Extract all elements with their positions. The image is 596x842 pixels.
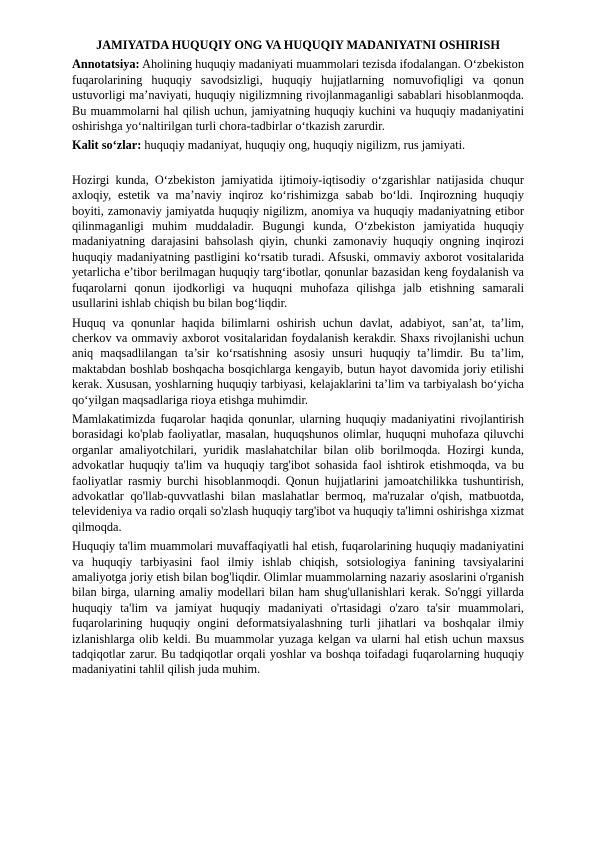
body-paragraph-3: Mamlakatimizda fuqarolar haqida qonunlar, ularning huquqiy madaniyatini rivojlantirish borasidagi ko'plab faoliyatlar, masalan, huquqshunos olimlar, huquqni muhofaza qiluvchi organlar amaliyotchilari, yuridik maslahatchilar bilan olib borilmoqda. Hozirgi kunda, advokatlar huquqiy ta'lim va huquqiy targ'ibot sohasida faol ishtirok etishmoqda, va bu faoliyatlar rasmiy burchi hisoblanmoqdi. Qonun hujjatlarini jamoatchilikka tushuntirish, advokatlar qo'llab-quvvatlashi bilan maslahatlar bermoq, ma'ruzalar o'qish, matbuotda, televideniya va radio orqali so'zlash huquqiy targ'ibot va huquqiy ta'limni oshirishga xizmat qilmoqda. bbox=[72, 411, 524, 534]
abstract bbox=[72, 57, 524, 134]
document-page bbox=[72, 38, 524, 682]
keywords-text: huquqiy madaniyat, huquqiy ong, huquqiy nigilizm, rus jamiyati. bbox=[144, 138, 466, 153]
body-paragraph-1: Hozirgi kunda, O‘zbekiston jamiyatida ijtimoiy-iqtisodiy o‘zgarishlar natijasida chuqur axloqiy, estetik va ma’naviy inqiroz ko‘rishimizga sabab bo‘ldi. Inqirozning huquqiy boyiti, zamonaviy jamiyatda huquqiy nigilizm, anomiya va huquqiy madaniyatning etibor qilinmaganligi muhim muddaladir. Bugungi kunda, O‘zbekiston jamiyatida huquqiy madaniyatning darajasini bahsolash qiyin, chunki zamonaviy huquqiy ongning inqirozi huquqiy madaniyatning pastligini ko‘rsatib turadi. Afsuski, ommaviy axborot vositalarida yetarlicha e’tibor berilmagan huquqiy targ‘ibotlar, qonunlar bazasidan keng foydalanish va fuqarolarni qonun ijodkorligi va huquqni muhofaza qilishga jalb etishning samarali usullarini ishlab chiqish bu bilan bog‘liqdir. bbox=[72, 172, 524, 311]
keywords-label: Kalit so‘zlar: bbox=[72, 138, 142, 153]
document-title: JAMIYATDA HUQUQIY ONG VA HUQUQIY MADANIYATNI OSHIRISH bbox=[96, 38, 500, 52]
keywords bbox=[72, 138, 524, 153]
abstract-label: Annotatsiya: bbox=[72, 57, 140, 72]
body-paragraph-2: Huquq va qonunlar haqida bilimlarni oshirish uchun davlat, adabiyot, san’at, ta’lim, cherkov va ommaviy axborot vositalaridan foydalanish kerakdir. Shaxs rivojlanishi uchun aniq maqsadlilangan ta’sir ko‘rsatishning asosiy unsuri huquqiy ta’limdir. Bu ta’lim, maktabdan boshlab boshqacha bosqichlarga kengayib, butun hayot davomida joriy etilishi kerak. Xususan, yoshlarning huquqiy tarbiyasi, kelajaklarini ta’lim va tarbiyalash bo‘yicha qo‘yilgan maqsadlariga rioya etishga muhimdir. bbox=[72, 315, 524, 407]
abstract-text: Aholining huquqiy madaniyati muammolari tezisda ifodalangan. O‘zbekiston fuqarolarining huquqiy savodsizligi, huquqiy hujjatlarning nomuvofiqligi va qonun ustuvorligi ma’naviyati, huquqiy nigilizmning rivojlanmaganligi sabablari hisoblanmoqda. Bu muammolarni hal qilish uchun, jamiyatning huquqiy kuchini va huquqiy madaniyatini oshirishga yo‘naltirilgan turli chora-tadbirlar o‘tkazish zarurdir. bbox=[72, 57, 524, 134]
body-paragraph-4: Huquqiy ta'lim muammolari muvaffaqiyatli hal etish, fuqarolarining huquqiy madaniyatini va huquqiy tarbiyasini faol ilmiy ishlab chiqish, sotsiologiya fanining tavsiyalarini amaliyotga joriy etish bilan bog'liqdir. Olimlar muammolarning nazariy asoslarini o'rganish bilan birga, ularning amaliy modellari bilan ham shug'ullanishlari kerak. So'nggi yillarda huquqiy ta'lim va jamiyat huquqiy madaniyati o'rtasidagi o'zaro ta'sir muammolari, fuqarolarining huquqiy ongini deformatsiyalashning turli jihatlari va boshqalar ilmiy izlanishlarga olib keldi. Bu muammolar yuzaga kelgan va ularni hal etish uchun maxsus tadqiqotlar zarur. Bu tadqiqotlar orqali yoshlar va boshqa toifadagi fuqarolarning huquqiy madaniyatini tahlil qilish juda muhim. bbox=[72, 539, 524, 677]
